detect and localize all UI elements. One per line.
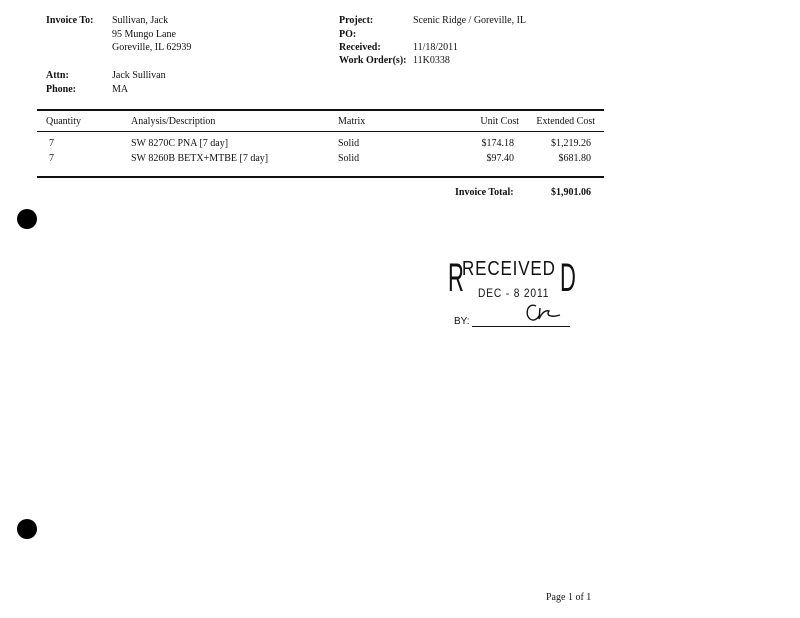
received-stamp bbox=[446, 256, 582, 330]
binder-hole-bottom bbox=[17, 519, 37, 539]
col-header-quantity: Quantity bbox=[46, 116, 81, 127]
work-order-value: 11K0338 bbox=[413, 55, 450, 66]
table-row-2-description: SW 8260B BETX+MTBE [7 day] bbox=[131, 153, 269, 164]
col-header-matrix: Matrix bbox=[338, 116, 366, 127]
work-order-label: Work Order(s): bbox=[339, 55, 407, 66]
stamp-word: RECEIVED bbox=[462, 258, 556, 280]
po-label: PO: bbox=[339, 29, 357, 40]
table-top-rule bbox=[37, 109, 604, 111]
table-row-2-matrix: Solid bbox=[338, 153, 360, 164]
table-row-2-extended-cost: $681.80 bbox=[558, 153, 591, 164]
table-row-1-matrix: Solid bbox=[338, 138, 360, 149]
phone-value: MA bbox=[112, 84, 129, 95]
table-row-2-quantity: 7 bbox=[49, 153, 54, 164]
stamp-big-d: D bbox=[560, 256, 576, 300]
received-label: Received: bbox=[339, 42, 381, 53]
invoice-to-label: Invoice To: bbox=[46, 15, 94, 26]
received-value: 11/18/2011 bbox=[413, 42, 458, 53]
binder-hole-top bbox=[17, 209, 37, 229]
col-header-unit-cost: Unit Cost bbox=[480, 116, 519, 127]
customer-name: Sullivan, Jack bbox=[112, 15, 169, 26]
table-bottom-rule bbox=[37, 176, 604, 178]
customer-address-line1: 95 Mungo Lane bbox=[112, 29, 176, 40]
stamp-date: DEC - 8 2011 bbox=[478, 286, 550, 300]
table-row-1-unit-cost: $174.18 bbox=[481, 138, 514, 149]
stamp-signature bbox=[522, 300, 562, 324]
table-row-1-extended-cost: $1,219.26 bbox=[551, 138, 591, 149]
attn-value: Jack Sullivan bbox=[112, 70, 166, 81]
project-value: Scenic Ridge / Goreville, IL bbox=[413, 15, 527, 26]
stamp-signature-line bbox=[472, 326, 570, 327]
customer-address-line2: Goreville, IL 62939 bbox=[112, 42, 192, 53]
phone-label: Phone: bbox=[46, 84, 76, 95]
table-row-1-quantity: 7 bbox=[49, 138, 54, 149]
col-header-extended-cost: Extended Cost bbox=[536, 116, 595, 127]
project-label: Project: bbox=[339, 15, 374, 26]
attn-label: Attn: bbox=[46, 70, 69, 81]
table-header-rule bbox=[37, 131, 604, 132]
table-row-2-unit-cost: $97.40 bbox=[486, 153, 514, 164]
invoice-total-value: $1,901.06 bbox=[551, 187, 591, 198]
table-row-1-description: SW 8270C PNA [7 day] bbox=[131, 138, 229, 149]
page-number: Page 1 of 1 bbox=[546, 592, 592, 603]
col-header-description: Analysis/Description bbox=[131, 116, 216, 127]
stamp-by-label: BY: bbox=[454, 316, 470, 327]
stamp-big-r: R bbox=[448, 256, 464, 300]
invoice-total-label: Invoice Total: bbox=[455, 187, 514, 198]
